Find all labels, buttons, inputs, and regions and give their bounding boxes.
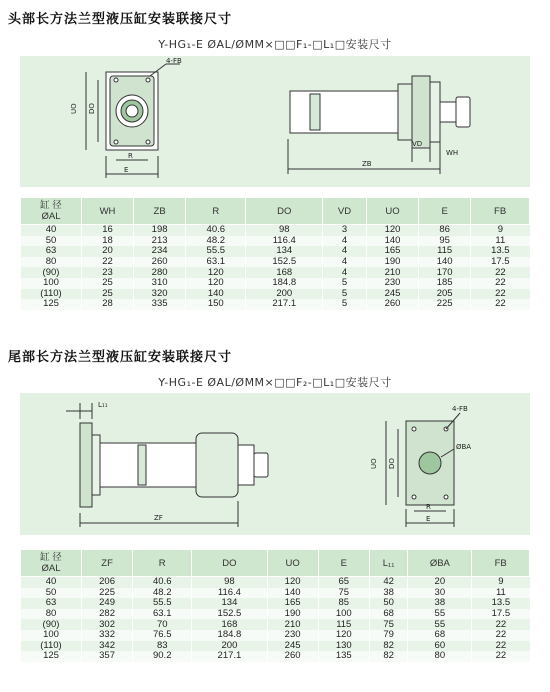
l11-label: L₁₁ (98, 401, 108, 409)
column-header: L₁₁ (369, 550, 408, 577)
table-cell: 55 (408, 619, 472, 630)
table-cell: 50 (21, 236, 82, 247)
table-cell: 76.5 (133, 630, 192, 641)
table-cell: 25 (82, 278, 134, 289)
table-cell: 282 (82, 609, 133, 620)
table-cell: 80 (21, 609, 82, 620)
table-cell: 40.6 (186, 225, 246, 236)
table-cell: 170 (419, 267, 471, 278)
table-cell: 200 (192, 641, 267, 652)
table-cell: 168 (246, 267, 323, 278)
table-cell: 100 (318, 609, 369, 620)
table-cell: 230 (267, 630, 318, 641)
table-cell: 206 (82, 577, 133, 588)
table-cell: 22 (472, 651, 530, 662)
wh-label: WH (446, 149, 459, 157)
fb-label: 4-FB (166, 57, 182, 65)
table-cell: 63.1 (133, 609, 192, 620)
table-row (21, 651, 530, 662)
e-label: E (426, 515, 431, 523)
table-cell: 165 (366, 246, 418, 257)
table-cell: 11 (472, 588, 530, 599)
table-cell: 11 (471, 236, 530, 247)
table-cell: 20 (408, 577, 472, 588)
table-row (21, 588, 530, 599)
table-cell: 190 (366, 257, 418, 268)
table-cell: 55 (408, 609, 472, 620)
table-cell: 9 (471, 225, 530, 236)
table-cell: 22 (471, 299, 530, 310)
table-cell: 28 (82, 299, 134, 310)
table-cell: 4 (323, 246, 367, 257)
zf-label: ZF (154, 514, 163, 522)
table-cell: 63.1 (186, 257, 246, 268)
section2-title: 尾部长方法兰型液压缸安装联接尺寸 (8, 350, 233, 365)
table-row (21, 609, 530, 620)
table-row (21, 299, 530, 310)
table-cell: 40 (21, 577, 82, 588)
table-cell: 120 (186, 267, 246, 278)
table-cell: 249 (82, 598, 133, 609)
table-cell: 3 (323, 225, 367, 236)
table-cell: 332 (82, 630, 133, 641)
section2-model-code: Y-HG₁-E ØAL/ØMM×□□F₂-□L₁□安装尺寸 (158, 376, 392, 389)
table-cell: 115 (419, 246, 471, 257)
table-cell: 245 (267, 641, 318, 652)
section2-drawing (20, 393, 530, 535)
table-row (21, 598, 530, 609)
table-cell: 140 (267, 588, 318, 599)
table-cell: 5 (323, 299, 367, 310)
e-label: E (124, 166, 129, 174)
table-cell: (110) (21, 289, 82, 300)
table-cell: 302 (82, 619, 133, 630)
table-cell: 55.5 (186, 246, 246, 257)
table-cell: 100 (21, 278, 82, 289)
table-cell: 85 (318, 598, 369, 609)
table-cell: 185 (419, 278, 471, 289)
table-cell: 184.8 (192, 630, 267, 641)
table-cell: 135 (318, 651, 369, 662)
bore-header-top: 缸 径 (40, 200, 62, 211)
table-cell: 190 (267, 609, 318, 620)
table-cell: 168 (192, 619, 267, 630)
table-cell: 234 (134, 246, 186, 257)
table-cell: 165 (267, 598, 318, 609)
column-header: ØBA (408, 550, 472, 577)
table-cell: 116.4 (192, 588, 267, 599)
table-cell: 70 (133, 619, 192, 630)
bore-header-bottom: ØAL (41, 563, 61, 574)
column-header: R (133, 550, 192, 577)
column-header: DO (192, 550, 267, 577)
table-cell: 320 (134, 289, 186, 300)
table-cell: 5 (323, 278, 367, 289)
table-cell: 22 (471, 278, 530, 289)
table-cell: 23 (82, 267, 134, 278)
table-cell: 335 (134, 299, 186, 310)
table-cell: 245 (366, 289, 418, 300)
table-row (21, 257, 530, 268)
table-row (21, 630, 530, 641)
table-cell: 90.2 (133, 651, 192, 662)
table-cell: 120 (318, 630, 369, 641)
table-cell: 152.5 (192, 609, 267, 620)
table-cell: 225 (82, 588, 133, 599)
table-cell: 98 (246, 225, 323, 236)
table-cell: 38 (369, 588, 408, 599)
table-cell: 184.8 (246, 278, 323, 289)
table-cell: 100 (21, 630, 82, 641)
table-row (21, 278, 530, 289)
column-header: UO (366, 198, 418, 225)
table-cell: 200 (246, 289, 323, 300)
table-cell: 205 (419, 289, 471, 300)
table-cell: 140 (419, 257, 471, 268)
table-header-row (21, 198, 530, 225)
table-cell: 260 (134, 257, 186, 268)
bore-header-top: 缸 径 (40, 552, 62, 563)
table-cell: 13.5 (472, 598, 530, 609)
table-cell: 63 (21, 598, 82, 609)
column-header: FB (472, 550, 530, 577)
table-cell: 18 (82, 236, 134, 247)
table-cell: (90) (21, 619, 82, 630)
table-cell: 22 (471, 267, 530, 278)
table-cell: 68 (408, 630, 472, 641)
column-header: ZB (134, 198, 186, 225)
ba-label: ØBA (456, 443, 472, 451)
table-cell: 17.5 (471, 257, 530, 268)
table-cell: 280 (134, 267, 186, 278)
table-cell: 22 (472, 641, 530, 652)
table-cell: 22 (471, 289, 530, 300)
table-cell: 80 (21, 257, 82, 268)
table-cell: 50 (369, 598, 408, 609)
table-cell: 125 (21, 299, 82, 310)
table-cell: 120 (186, 278, 246, 289)
table-cell: 48.2 (133, 588, 192, 599)
fb-label: 4-FB (452, 405, 468, 413)
table-header-row (21, 550, 530, 577)
table-cell: 9 (472, 577, 530, 588)
table-cell: 140 (366, 236, 418, 247)
tail-flange-cylinder-diagram (20, 393, 530, 535)
table-cell: 260 (267, 651, 318, 662)
table-cell: 210 (366, 267, 418, 278)
table-cell: 130 (318, 641, 369, 652)
table-cell: 342 (82, 641, 133, 652)
table-cell: 75 (369, 619, 408, 630)
table-cell: 225 (419, 299, 471, 310)
column-header: UO (267, 550, 318, 577)
table-row (21, 641, 530, 652)
table-row (21, 236, 530, 247)
r-label: R (128, 152, 133, 160)
table-cell: 16 (82, 225, 134, 236)
bore-header (21, 550, 82, 577)
table-cell: 40 (21, 225, 82, 236)
table-cell: 82 (369, 641, 408, 652)
table-cell: 60 (408, 641, 472, 652)
table-cell: 22 (82, 257, 134, 268)
table-cell: 38 (408, 598, 472, 609)
table-cell: 75 (318, 588, 369, 599)
head-flange-cylinder-diagram (20, 56, 530, 187)
table-cell: 357 (82, 651, 133, 662)
section1-drawing (20, 56, 530, 187)
column-header: R (186, 198, 246, 225)
table-cell: 140 (186, 289, 246, 300)
table-cell: 116.4 (246, 236, 323, 247)
table-cell: 25 (82, 289, 134, 300)
table-cell: 55.5 (133, 598, 192, 609)
table-cell: 63 (21, 246, 82, 257)
uo-label: UO (70, 103, 78, 114)
table-row (21, 577, 530, 588)
table-cell: 134 (246, 246, 323, 257)
table-cell: 22 (472, 619, 530, 630)
table-cell: 310 (134, 278, 186, 289)
table-cell: 40.6 (133, 577, 192, 588)
table-cell: 82 (369, 651, 408, 662)
table-cell: 5 (323, 289, 367, 300)
table-cell: 48.2 (186, 236, 246, 247)
bore-header-bottom: ØAL (41, 211, 61, 222)
vd-label: VD (412, 140, 423, 148)
column-header: DO (246, 198, 323, 225)
table-cell: 95 (419, 236, 471, 247)
table-cell: 198 (134, 225, 186, 236)
r-label: R (426, 503, 431, 511)
table-cell: 4 (323, 236, 367, 247)
section2-spec-table (20, 549, 530, 662)
table-cell: 150 (186, 299, 246, 310)
table-cell: 20 (82, 246, 134, 257)
table-cell: 50 (21, 588, 82, 599)
table-cell: 42 (369, 577, 408, 588)
column-header: VD (323, 198, 367, 225)
table-row (21, 225, 530, 236)
table-cell: 13.5 (471, 246, 530, 257)
table-cell: 134 (192, 598, 267, 609)
table-cell: (110) (21, 641, 82, 652)
table-cell: 17.5 (472, 609, 530, 620)
do-label: DO (388, 458, 396, 469)
table-cell: 4 (323, 267, 367, 278)
bore-header (21, 198, 82, 225)
table-cell: 213 (134, 236, 186, 247)
table-cell: 86 (419, 225, 471, 236)
table-cell: 120 (267, 577, 318, 588)
uo-label: UO (370, 458, 378, 469)
section1-title: 头部长方法兰型液压缸安装联接尺寸 (8, 12, 233, 27)
table-cell: 217.1 (246, 299, 323, 310)
table-cell: 30 (408, 588, 472, 599)
column-header: FB (471, 198, 530, 225)
table-cell: 230 (366, 278, 418, 289)
table-cell: 80 (408, 651, 472, 662)
column-header: E (318, 550, 369, 577)
table-cell: 260 (366, 299, 418, 310)
zb-label: ZB (362, 160, 372, 168)
table-cell: 79 (369, 630, 408, 641)
table-cell: 83 (133, 641, 192, 652)
table-cell: 115 (318, 619, 369, 630)
column-header: ZF (82, 550, 133, 577)
table-cell: 4 (323, 257, 367, 268)
column-header: E (419, 198, 471, 225)
table-cell: 68 (369, 609, 408, 620)
section1-spec-table (20, 197, 530, 310)
table-row (21, 619, 530, 630)
table-cell: 125 (21, 651, 82, 662)
table-cell: 217.1 (192, 651, 267, 662)
table-cell: (90) (21, 267, 82, 278)
table-cell: 120 (366, 225, 418, 236)
table-cell: 65 (318, 577, 369, 588)
do-label: DO (88, 103, 96, 114)
table-cell: 152.5 (246, 257, 323, 268)
table-cell: 210 (267, 619, 318, 630)
section1-model-code: Y-HG₁-E ØAL/ØMM×□□F₁-□L₁□安装尺寸 (158, 38, 392, 51)
table-cell: 22 (472, 630, 530, 641)
column-header: WH (82, 198, 134, 225)
table-cell: 98 (192, 577, 267, 588)
